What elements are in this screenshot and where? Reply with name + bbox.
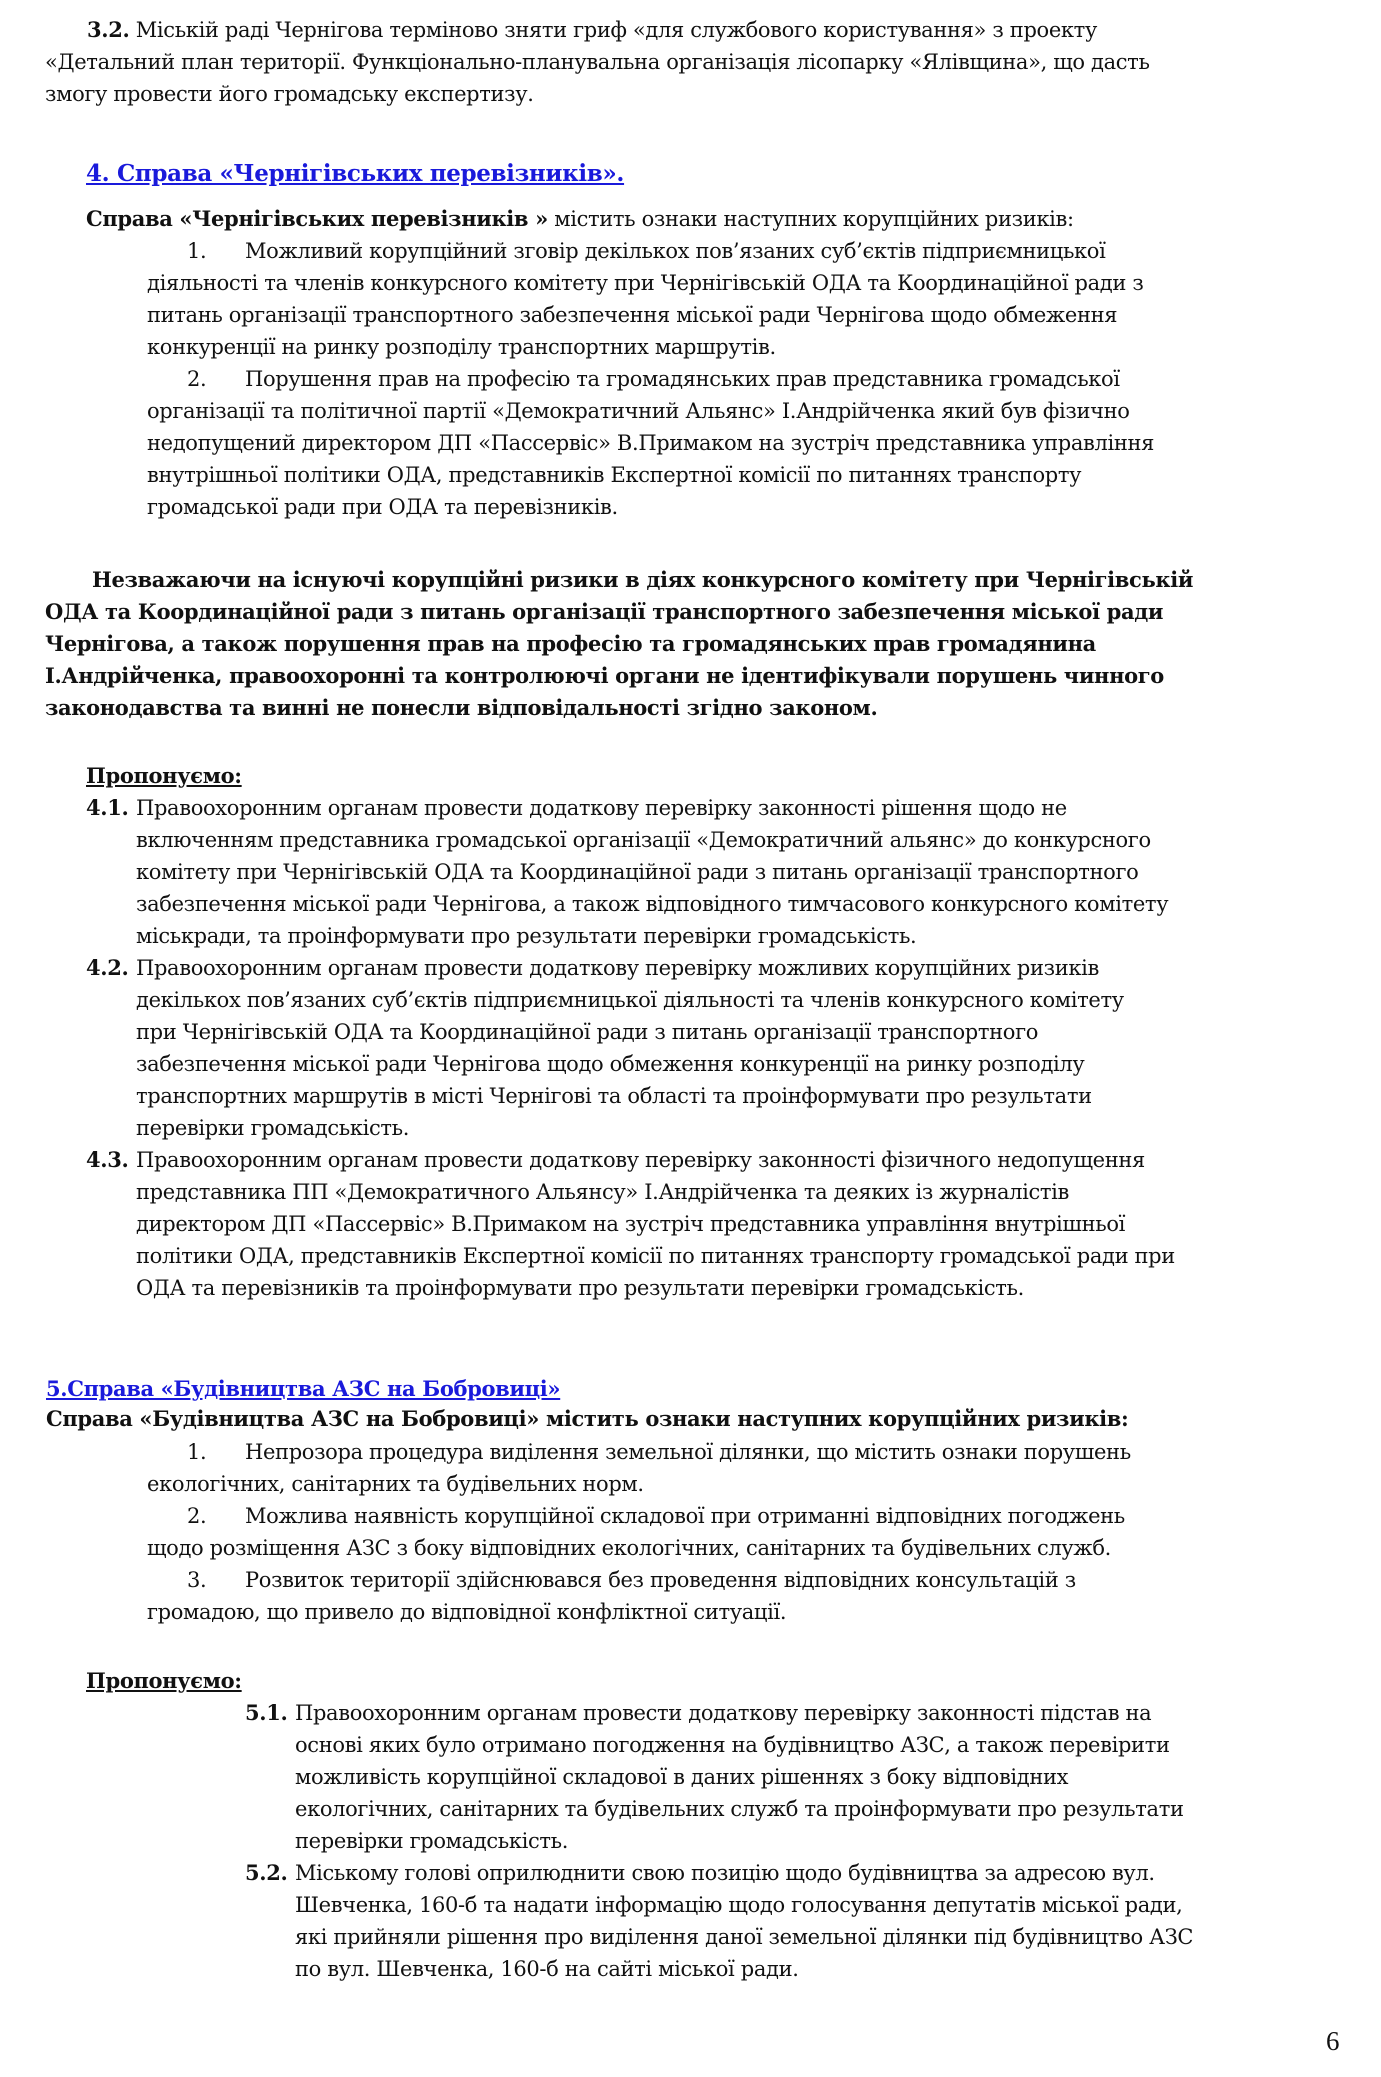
risk-item-number: 2. [187,1504,207,1528]
section-5-intro: Справа «Будівництва АЗС на Бобровиці» містить ознаки наступних корупційних ризиків: [46,1406,1129,1431]
risk-item-number: 1. [187,1440,207,1464]
section-4-intro: Справа «Чернігівських перевізників » містить ознаки наступних корупційних ризиків: [86,206,1074,231]
proposal-number: 5.2. [245,1860,288,1885]
risk-item-number: 1. [187,239,207,263]
propose-label: Пропонуємо: [86,763,242,788]
page-number: 6 [1326,2026,1340,2056]
risk-item-text: Можливий корупційний зговір декількох пов’язаних суб’єктів підприємницької [245,239,1106,263]
item-3-2-line-1: 3.2. Міській раді Чернігова терміново зняти гриф «для службового користування» з проекту [87,17,1097,42]
item-3-2-line-3: змогу провести його громадську експертизу. [45,82,534,106]
proposal-number: 5.1. [245,1700,288,1725]
item-3-2-line-2: «Детальний план території. Функціонально-планувальна організація лісопарку «Ялівщина», що дасть [45,50,1150,74]
proposal-number: 4.3. [86,1147,129,1172]
section-4-heading-link[interactable]: 4. Справа «Чернігівських перевізників». [86,160,625,187]
risk-item-number: 3. [187,1568,207,1592]
proposal-number: 4.1. [86,795,129,820]
item-number: 3.2. [87,17,130,42]
proposal-number: 4.2. [86,955,129,980]
propose-label: Пропонуємо: [86,1668,242,1693]
risk-item-number: 2. [187,367,207,391]
risk-item-text: Порушення прав на професію та громадянських прав представника громадської [245,367,1120,391]
section-5-heading-link[interactable]: 5.Справа «Будівництва АЗС на Бобровиці» [46,1376,561,1401]
